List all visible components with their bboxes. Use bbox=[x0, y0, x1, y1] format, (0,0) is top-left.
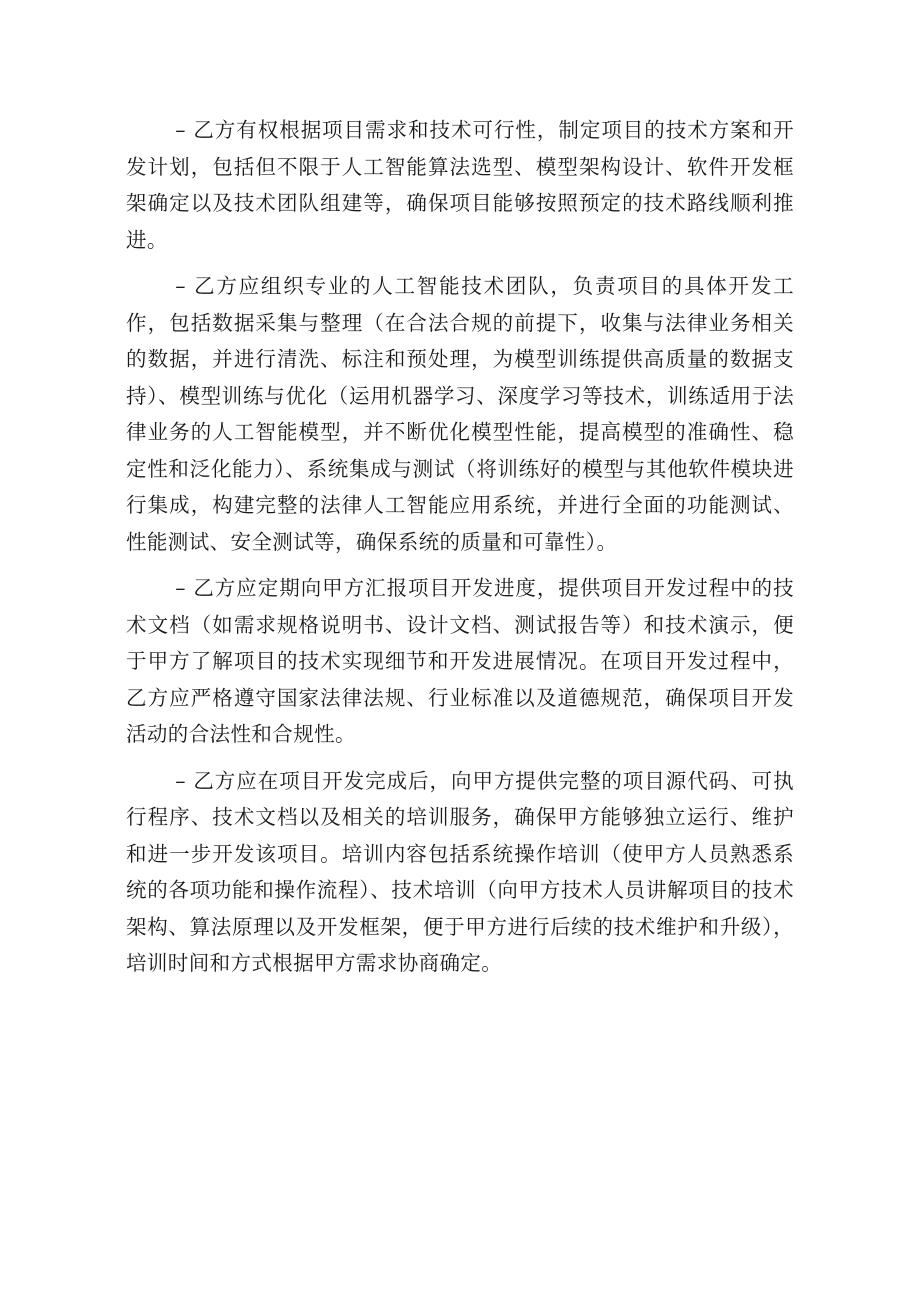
paragraph-progress-reporting: – 乙方应定期向甲方汇报项目开发进度，提供项目开发过程中的技术文档（如需求规格说明书、设计文档、测试报告等）和技术演示，便于甲方了解项目的技术实现细节和开发进展情况。在项目开发过程中，乙方应严格遵守国家法律法规、行业标准以及道德规范，确保项目开发活动的合法性和合规性。 bbox=[126, 576, 794, 746]
paragraph-development-work: – 乙方应组织专业的人工智能技术团队，负责项目的具体开发工作，包括数据采集与整理（在合法合规的前提下，收集与法律业务相关的数据，并进行清洗、标注和预处理，为模型训练提供高质量的数据支持）、模型训练与优化（运用机器学习、深度学习等技术，训练适用于法律业务的人工智能模型，并不断优化模型性能，提高模型的准确性、稳定性和泛化能力）、系统集成与测试（将训练好的模型与其他软件模块进行集成，构建完整的法律人工智能应用系统，并进行全面的功能测试、性能测试、安全测试等，确保系统的质量和可靠性）。 bbox=[126, 274, 794, 554]
paragraph-delivery-training: – 乙方应在项目开发完成后，向甲方提供完整的项目源代码、可执行程序、技术文档以及相关的培训服务，确保甲方能够独立运行、维护和进一步开发该项目。培训内容包括系统操作培训（使甲方人员熟悉系统的各项功能和操作流程）、技术培训（向甲方技术人员讲解项目的技术架构、算法原理以及开发框架，便于甲方进行后续的技术维护和升级），培训时间和方式根据甲方需求协商确定。 bbox=[126, 768, 794, 975]
document-body bbox=[126, 112, 794, 982]
paragraph-technical-plan: – 乙方有权根据项目需求和技术可行性，制定项目的技术方案和开发计划，包括但不限于人工智能算法选型、模型架构设计、软件开发框架确定以及技术团队组建等，确保项目能够按照预定的技术路线顺利推进。 bbox=[126, 118, 794, 252]
